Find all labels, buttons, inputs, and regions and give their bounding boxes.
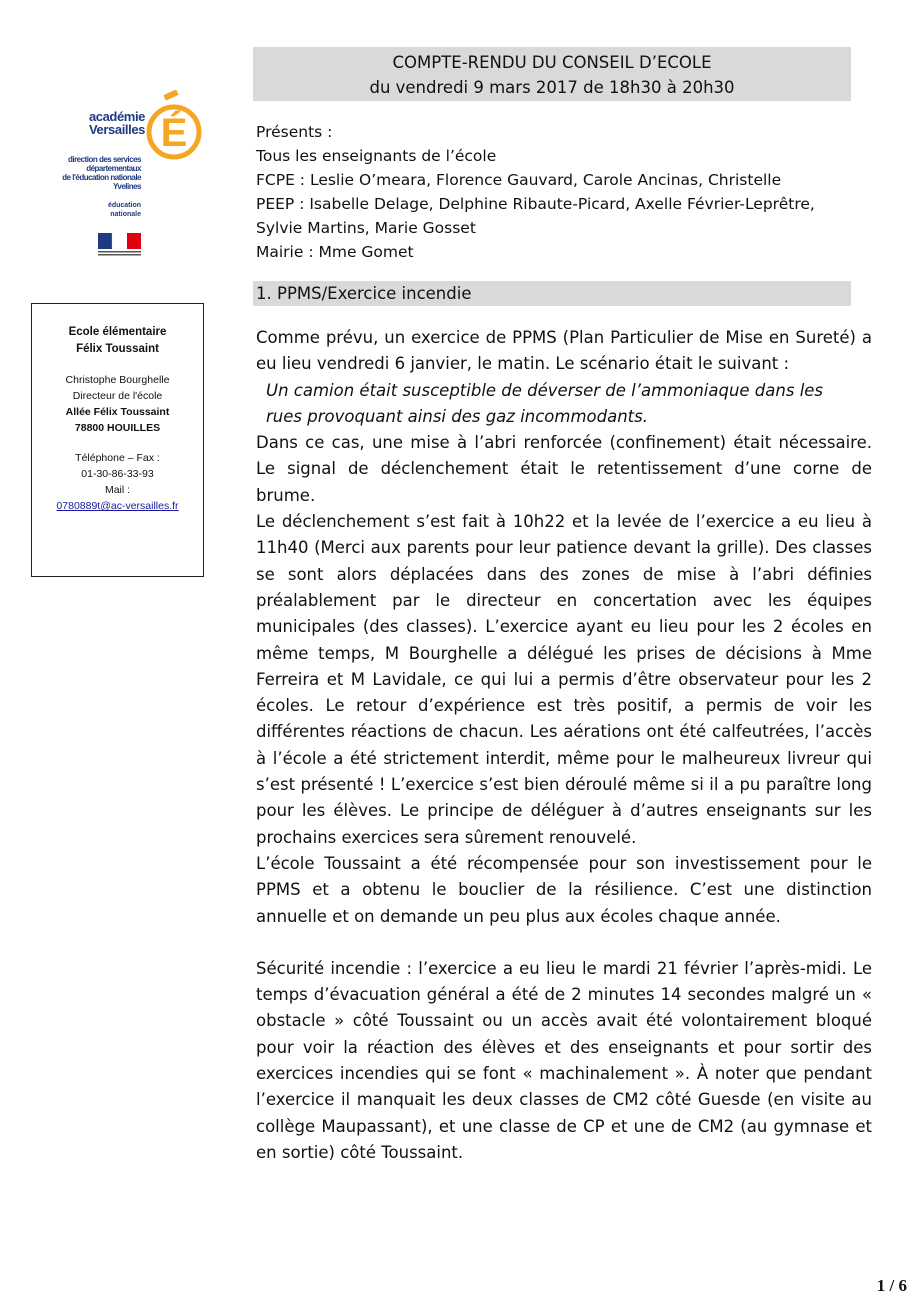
- page-number: 1 / 6: [876, 1276, 907, 1295]
- logo-e-mark-icon: [146, 90, 206, 162]
- scenario-line: rues provoquant ainsi des gaz incommodants.: [266, 406, 648, 426]
- attendees-heading: Présents :: [256, 123, 333, 141]
- phone-number: 01-30-86-33-93: [81, 468, 154, 480]
- paragraph-bouclier: L’école Toussaint a été récompensée pour son investissement pour le PPMS et a obtenu le bouclier de la résilience. C’est une distinction annuelle et on demande un peu plus aux écoles chaque année.: [256, 853, 872, 926]
- section-body: [256, 325, 872, 1166]
- mail-link[interactable]: 0780889t@ac-versailles.fr: [56, 500, 179, 512]
- logo-dsden-text: direction des services départementaux de l'éducation nationale Yvelines: [62, 155, 141, 191]
- director-name: Christophe Bourghelle: [65, 374, 170, 386]
- phone-label: Téléphone – Fax :: [75, 452, 160, 464]
- attendees-line: Sylvie Martins, Marie Gosset: [256, 219, 476, 237]
- academie-logo: [55, 88, 190, 263]
- logo-e-letter: É: [160, 111, 188, 155]
- title-line-2: du vendredi 9 mars 2017 de 18h30 à 20h30: [369, 78, 735, 97]
- paragraph-confinement: Dans ce cas, une mise à l’abri renforcée (confinement) était nécessaire. Le signal de déclenchement était le retentissement d’une corne de brume.: [256, 433, 872, 505]
- school-info-box: [31, 303, 204, 577]
- title-line-1: COMPTE-RENDU DU CONSEIL D’ECOLE: [392, 53, 712, 72]
- attendees-line: FCPE : Leslie O’meara, Florence Gauvard, Carole Ancinas, Christelle: [256, 171, 782, 189]
- school-street: Allée Félix Toussaint: [65, 406, 170, 418]
- school-name: Ecole élémentaire: [68, 326, 167, 338]
- attendees-line: PEEP : Isabelle Delage, Delphine Ribaute-Picard, Axelle Février-Leprêtre,: [256, 195, 815, 213]
- attendees-block: [256, 120, 856, 264]
- school-city: 78800 HOUILLES: [74, 422, 161, 434]
- mail-label: Mail :: [104, 484, 131, 496]
- logo-academie-text: académie Versailles: [88, 109, 145, 137]
- document-title: [253, 47, 851, 101]
- paragraph-intro: Comme prévu, un exercice de PPMS (Plan Particulier de Mise en Sureté) a eu lieu vendredi 6 janvier, le matin. Le scénario était le suivant :: [256, 328, 872, 374]
- section-heading: 1. PPMS/Exercice incendie: [253, 281, 851, 306]
- school-name-line2: Félix Toussaint: [76, 343, 159, 355]
- scenario-line: Un camion était susceptible de déverser de l’ammoniaque dans les: [266, 380, 824, 400]
- paragraph-declenchement: Le déclenchement s’est fait à 10h22 et la levée de l’exercice a eu lieu à 11h40 (Merci aux parents pour leur patience devant la grille). Des classes se sont alors déplacées dans des zones de mise à l’abri définies préalablement par le directeur en concertation avec les équipes municipales (des classes). L’exercice ayant eu lieu pour les 2 écoles en même temps, M Bourghelle a délégué les prises de décisions à Mme Ferreira et M Lavidale, ce qui lui a permis d’être observateur pour les 2 écoles. Le retour d’expérience est très positif, a permis de voir les différentes réactions de chacun. Les aérations ont été calfeutrées, l’accès à l’école a été strictement interdit, même pour le malheureux livreur qui s’est présenté ! L’exercice s’est bien déroulé même si il a pu paraître long pour les élèves. Le principe de déléguer à d’autres enseignants sur les prochains exercices sera sûrement renouvelé.: [256, 512, 872, 847]
- attendees-line: Mairie : Mme Gomet: [256, 243, 414, 261]
- marianne-flag-icon: [98, 233, 141, 257]
- attendees-line: Tous les enseignants de l’école: [256, 147, 497, 165]
- logo-education-text: éducation nationale: [107, 202, 141, 218]
- director-title: Directeur de l'école: [72, 390, 163, 402]
- paragraph-incendie: Sécurité incendie : l’exercice a eu lieu le mardi 21 février l’après-midi. Le temps d’évacuation général a été de 2 minutes 14 secondes malgré un « obstacle » côté Toussaint ou un accès avait été volontairement bloqué pour voir la réaction des élèves et des enseignants et pour sortir des exercices incendies qui se font « machinalement ». À noter que pendant l’exercice il manquait les deux classes de CM2 côté Guesde (en visite au collège Maupassant), et une classe de CP et une de CM2 (au gymnase et en sortie) côté Toussaint.: [256, 958, 872, 1162]
